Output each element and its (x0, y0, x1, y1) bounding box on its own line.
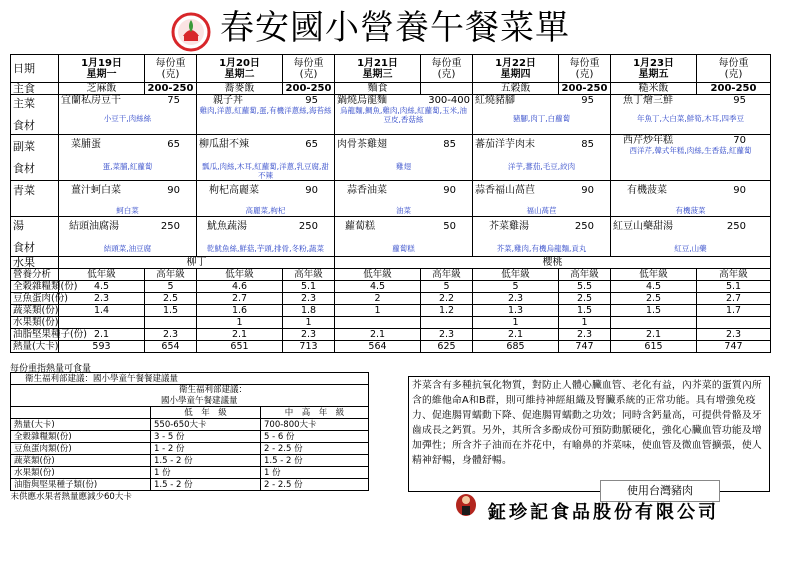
dish-ingredients: 蛋,菜脯,紅蘿蔔 (102, 162, 153, 171)
ref-mid: 700-800大卡 (261, 419, 369, 431)
company-logo-icon (452, 490, 480, 518)
dish-name: 枸杞高麗菜 (209, 185, 259, 196)
nutrition-value: 2.1 (611, 329, 697, 341)
dish-ingredients: 西洋芹,韓式年糕,肉絲,生香菇,紅蘿蔔 (629, 146, 752, 155)
nutrition-value: 2.1 (473, 329, 559, 341)
grade-low: 低年級 (473, 269, 559, 281)
weight-header: 每份重 (克) (145, 55, 197, 83)
nutrition-value: 615 (611, 341, 697, 353)
nutrition-value: 1 (197, 317, 283, 329)
nutrition-value: 2.3 (473, 293, 559, 305)
dish-cell (335, 95, 473, 135)
grade-mid: 高年級 (145, 269, 197, 281)
row-label: 水果類(份) (11, 317, 59, 329)
dish-weight: 50 (443, 221, 456, 232)
dish-weight: 75 (167, 95, 180, 106)
day-header: 1月20日 星期二 (197, 55, 283, 83)
nutrition-value: 5.5 (559, 281, 611, 293)
row-label: 日期 (11, 55, 59, 83)
nutrition-value: 5.1 (697, 281, 771, 293)
nutrition-value: 2.5 (145, 293, 197, 305)
nutrition-value: 2.7 (697, 293, 771, 305)
dish-cell (197, 135, 335, 181)
dish-cell (59, 181, 197, 217)
dish-ingredients: 蘿蔔糕 (392, 244, 415, 253)
grade-mid: 高年級 (559, 269, 611, 281)
row-label: 青菜 (11, 181, 59, 217)
row-label: 全穀雜糧類(份) (11, 281, 59, 293)
nutrition-value: 2.1 (197, 329, 283, 341)
dish-cell (59, 135, 197, 181)
dish-name: 菜脯蛋 (71, 139, 101, 150)
reference-table (10, 372, 369, 503)
nutrition-value: 2.3 (59, 293, 145, 305)
row-label: 主食 (11, 83, 59, 95)
dish-ingredients: 乾魷魚絲,鮮菇,芋頭,排骨,冬粉,蔬菜 (207, 244, 324, 253)
dish-cell (335, 181, 473, 217)
nutrition-value (611, 317, 697, 329)
day-header: 1月21日 星期三 (335, 55, 421, 83)
fruit-row (11, 257, 771, 269)
reference-inner-title: 國小學童午餐建議量 (11, 396, 369, 407)
row-label: 水果 (11, 257, 59, 269)
nutrition-kcal-row (11, 341, 771, 353)
dish-ingredients: 結頭菜,油豆腐 (103, 244, 152, 253)
row-label: 主菜 食材 (11, 95, 59, 135)
dish-weight: 65 (167, 139, 180, 150)
grade-low: 低年級 (59, 269, 145, 281)
nutrition-value: 4.6 (197, 281, 283, 293)
weight-header: 每份重 (克) (697, 55, 771, 83)
dish-weight: 70 (733, 135, 746, 146)
dish-weight: 250 (726, 221, 746, 232)
nutrition-value: 2.3 (559, 329, 611, 341)
fruit-cell: 櫻桃 (335, 257, 771, 269)
ref-mid: 2 - 2.5 份 (261, 443, 369, 455)
dish-ingredients: 瓢瓜,肉絲,木耳,紅蘿蔔,洋蔥,乳豆腐,甜不辣 (202, 162, 329, 180)
nutrition-value: 2.3 (283, 293, 335, 305)
nutrition-value (421, 317, 473, 329)
nutrition-value: 654 (145, 341, 197, 353)
nutrition-value: 747 (697, 341, 771, 353)
nutrition-value: 1.5 (611, 305, 697, 317)
dish-name: 薑汁蚵白菜 (71, 185, 121, 196)
ref-item: 熱量(大卡) (11, 419, 151, 431)
dish-name: 柳瓜甜不辣 (199, 139, 249, 150)
ref-item: 油脂與堅果種子類(份) (11, 479, 151, 491)
dish-name: 紅燒豬腳 (475, 95, 515, 106)
dish-weight: 90 (443, 185, 456, 196)
dish-name: 肉骨茶雞翅 (337, 139, 387, 150)
dish-ingredients: 油菜 (396, 206, 411, 215)
page-title: 春安國小營養午餐菜單 (220, 8, 570, 48)
staple-row (11, 83, 771, 95)
dish-weight: 90 (581, 185, 594, 196)
staple-name: 麵食 (335, 83, 421, 95)
ref-mid: 5 - 6 份 (261, 431, 369, 443)
dish-name: 西芹炒年糕 (623, 135, 673, 146)
dish-cell (335, 217, 473, 257)
dish-name: 魚丁燴三鮮 (623, 95, 673, 106)
nutrition-header-row (11, 269, 771, 281)
nutrition-value: 1.6 (197, 305, 283, 317)
nutrition-value: 713 (283, 341, 335, 353)
nutrition-value: 2.3 (283, 329, 335, 341)
nutrition-protein-row (11, 293, 771, 305)
dish-weight: 95 (581, 95, 594, 106)
grade-low: 低年級 (611, 269, 697, 281)
staple-name: 芝麻飯 (59, 83, 145, 95)
nutrition-value: 2.2 (421, 293, 473, 305)
grade-mid: 高年級 (283, 269, 335, 281)
staple-weight: 200-250 (283, 83, 335, 95)
nutrition-value: 2.3 (145, 329, 197, 341)
nutrition-value: 1.5 (145, 305, 197, 317)
dish-ingredients: 紅豆,山藥 (674, 244, 707, 253)
nutrition-value: 2 (335, 293, 421, 305)
dish-ingredients: 雞肉,洋蔥,紅蘿蔔,蛋,有機洋蔥絲,海苔絲 (199, 106, 332, 115)
nutrition-value: 2.1 (59, 329, 145, 341)
dish-ingredients: 豬腳,肉丁,白蘿蔔 (512, 114, 571, 123)
veg-row (11, 181, 771, 217)
grade-low: 低年級 (197, 269, 283, 281)
nutrition-value: 1 (335, 305, 421, 317)
dish-ingredients: 蚵白菜 (116, 206, 139, 215)
nutrition-value (145, 317, 197, 329)
staple-weight (421, 83, 473, 95)
nutrition-value: 1 (559, 317, 611, 329)
reference-title: 衛生福利部建議：國小學童午餐餐建議量 (11, 373, 369, 385)
dish-name: 紅豆山藥甜湯 (613, 221, 673, 232)
nutrition-value: 564 (335, 341, 421, 353)
dish-cell (59, 217, 197, 257)
menu-table (10, 54, 771, 353)
dish-weight: 85 (581, 139, 594, 150)
dish-name: 親子丼 (213, 95, 243, 106)
day-header: 1月23日 星期五 (611, 55, 697, 83)
dish-ingredients: 高麗菜,枸杞 (245, 206, 286, 215)
dish-cell (473, 217, 611, 257)
dish-cell (197, 95, 335, 135)
col-mid: 中 高 年 級 (261, 407, 369, 419)
nutrition-value (59, 317, 145, 329)
dish-weight: 250 (160, 221, 180, 232)
dish-ingredients: 小豆干,肉絲絲 (103, 114, 152, 123)
row-label: 熱量(大卡) (11, 341, 59, 353)
taiwan-pork-label: 使用台灣豬肉 (600, 480, 720, 502)
nutrition-value: 685 (473, 341, 559, 353)
nutrition-value: 1.8 (283, 305, 335, 317)
nutrition-value: 4.5 (611, 281, 697, 293)
dish-name: 有機菠菜 (627, 185, 667, 196)
reference-inner-title: 衛生福利部建議： (11, 385, 369, 396)
date-row (11, 55, 771, 83)
dish-name: 宜蘭私房豆干 (61, 95, 121, 106)
side-row (11, 135, 771, 181)
dish-cell (335, 135, 473, 181)
nutrition-value (697, 317, 771, 329)
nutrition-value: 1.4 (59, 305, 145, 317)
ref-item: 蔬菜類(份) (11, 455, 151, 467)
school-logo-icon (171, 12, 211, 52)
company-name: 鉦珍記食品股份有限公司 (488, 502, 719, 523)
dish-ingredients: 芥菜,雞肉,有機烏龍麵,貢丸 (496, 244, 587, 253)
dish-ingredients: 烏龍麵,鯛魚,雞肉,肉絲,紅蘿蔔,玉米,油豆皮,香菇絲 (340, 106, 467, 124)
nutrition-value: 1 (473, 317, 559, 329)
ref-item: 水果類(份) (11, 467, 151, 479)
dish-weight: 250 (298, 221, 318, 232)
dish-ingredients: 洋芋,蕃茄,毛豆,絞肉 (507, 162, 576, 171)
grade-mid: 高年級 (697, 269, 771, 281)
dish-cell (611, 181, 771, 217)
nutrition-veg-row (11, 305, 771, 317)
dish-weight: 250 (574, 221, 594, 232)
dish-name: 蒜香油菜 (347, 185, 387, 196)
nutrition-value: 1.3 (473, 305, 559, 317)
dish-ingredients: 有機菠菜 (675, 206, 706, 215)
dish-name: 鍋燒烏龍麵 (337, 95, 387, 106)
dish-ingredients: 年魚丁,大白菜,鮮筍,木耳,四季豆 (636, 114, 745, 123)
row-label: 營養分析 (11, 269, 59, 281)
nutrition-grain-row (11, 281, 771, 293)
nutrition-value: 747 (559, 341, 611, 353)
nutrition-value (335, 317, 421, 329)
nutrition-value: 4.5 (335, 281, 421, 293)
soup-row (11, 217, 771, 257)
dish-cell (473, 181, 611, 217)
nutrition-value: 2.3 (421, 329, 473, 341)
grade-mid: 高年級 (421, 269, 473, 281)
nutrition-value: 1 (283, 317, 335, 329)
grade-low: 低年級 (335, 269, 421, 281)
dish-name: 魷魚蔬湯 (207, 221, 247, 232)
main-row (11, 95, 771, 135)
dish-cell (611, 217, 771, 257)
ref-mid: 2 - 2.5 份 (261, 479, 369, 491)
staple-weight: 200-250 (145, 83, 197, 95)
nutrition-value: 2.5 (611, 293, 697, 305)
staple-weight: 200-250 (697, 83, 771, 95)
row-label: 蔬菜類(份) (11, 305, 59, 317)
row-label: 油脂堅果種子(份) (11, 329, 59, 341)
dish-ingredients: 雞翅 (396, 162, 411, 171)
dish-weight: 90 (167, 185, 180, 196)
dish-name: 蘿蔔糕 (345, 221, 375, 232)
nutrition-fruit-row (11, 317, 771, 329)
ref-mid: 1 份 (261, 467, 369, 479)
dish-weight: 300-400 (428, 95, 470, 106)
nutrition-value: 593 (59, 341, 145, 353)
nutrition-value: 2.1 (335, 329, 421, 341)
dish-ingredients: 福山萵苣 (526, 206, 557, 215)
nutrition-value: 5 (145, 281, 197, 293)
nutrition-oil-row (11, 329, 771, 341)
weight-header: 每份重 (克) (559, 55, 611, 83)
nutrition-value: 2.5 (559, 293, 611, 305)
ref-low: 1.5 - 2 份 (151, 455, 261, 467)
ref-low: 1 - 2 份 (151, 443, 261, 455)
nutrition-value: 4.5 (59, 281, 145, 293)
dish-weight: 85 (443, 139, 456, 150)
staple-name: 糙米飯 (611, 83, 697, 95)
dish-cell (197, 181, 335, 217)
dish-weight: 95 (733, 95, 746, 106)
staple-name: 蕎麥飯 (197, 83, 283, 95)
dish-cell (473, 135, 611, 181)
nutrition-value: 2.3 (697, 329, 771, 341)
dish-name: 芥菜雞湯 (489, 221, 529, 232)
dish-weight: 95 (305, 95, 318, 106)
ref-item: 全穀雜糧類(份) (11, 431, 151, 443)
ref-low: 550-650大卡 (151, 419, 261, 431)
dish-name: 蕃茄洋芋肉末 (475, 139, 535, 150)
day-header: 1月19日 星期一 (59, 55, 145, 83)
nutrition-value: 1.2 (421, 305, 473, 317)
dish-cell (473, 95, 611, 135)
fruit-cell: 柳丁 (59, 257, 335, 269)
dish-weight: 90 (305, 185, 318, 196)
dish-weight: 90 (733, 185, 746, 196)
nutrition-value: 651 (197, 341, 283, 353)
nutrition-value: 2.7 (197, 293, 283, 305)
ref-low: 1.5 - 2 份 (151, 479, 261, 491)
nutrition-value: 5.1 (283, 281, 335, 293)
weight-header: 每份重 (克) (283, 55, 335, 83)
nutrition-value: 625 (421, 341, 473, 353)
reference-caption: 每份重指熱量可食量 (10, 364, 92, 374)
row-label: 副菜 食材 (11, 135, 59, 181)
ref-mid: 1.5 - 2 份 (261, 455, 369, 467)
dish-cell (611, 135, 771, 181)
staple-name: 五穀飯 (473, 83, 559, 95)
row-label: 湯 食材 (11, 217, 59, 257)
dish-cell (197, 217, 335, 257)
row-label: 豆魚蛋肉(份) (11, 293, 59, 305)
reference-note: 未供應水果者熱量應減少60大卡 (10, 491, 132, 502)
nutrition-value: 5 (473, 281, 559, 293)
info-textbox: 芥菜含有多種抗氧化物質，對防止人體心臟血管、老化有益，內芥菜的蛋質內所含的維他命A和B群，則可維持神經組織及腎臟系統的正常功能。具有增強免疫力、促進腸胃蠕動下降、促進腸胃蠕動之功效；同時含鈣量高，可提供骨骼及牙齒成長之鈣質。另外，其所含多酚成份可預防動脈硬化，強化心臟血管功能及增加彈性；所含芥子油而在芥花中，有喻鼻的芥菜味，使血管及微血管擴張，使人精神舒暢，身體舒暢。 (408, 376, 770, 492)
dish-weight: 65 (305, 139, 318, 150)
dish-cell (59, 95, 197, 135)
ref-low: 3 - 5 份 (151, 431, 261, 443)
nutrition-value: 5 (421, 281, 473, 293)
day-header: 1月22日 星期四 (473, 55, 559, 83)
ref-low: 1 份 (151, 467, 261, 479)
dish-name: 結頭油腐湯 (69, 221, 119, 232)
col-low: 低 年 級 (151, 407, 261, 419)
nutrition-value: 1.7 (697, 305, 771, 317)
weight-header: 每份重 (克) (421, 55, 473, 83)
staple-weight: 200-250 (559, 83, 611, 95)
nutrition-value: 1.5 (559, 305, 611, 317)
ref-item: 豆魚蛋肉類(份) (11, 443, 151, 455)
dish-cell (611, 95, 771, 135)
dish-name: 蒜香福山萵苣 (475, 185, 535, 196)
